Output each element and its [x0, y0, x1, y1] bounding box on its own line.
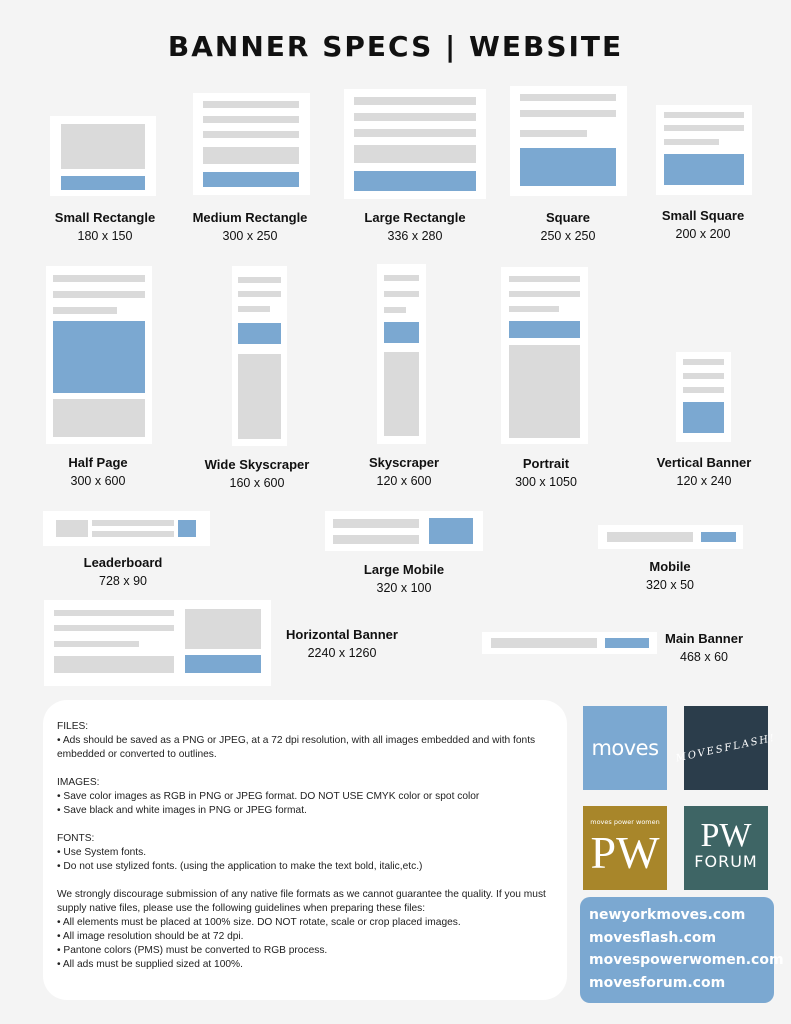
square-label: Square 250 x 250: [540, 210, 596, 243]
small-rectangle-mockup: [50, 116, 156, 196]
skyscraper-label: Skyscraper 120 x 600: [368, 455, 440, 488]
leaderboard-label: Leaderboard 728 x 90: [83, 555, 163, 588]
movesflash-logo: MOVESFLASH!: [684, 706, 768, 790]
native-rule-1: • All elements must be placed at 100% size. DO NOT rotate, scale or crop placed images.: [57, 917, 461, 928]
large-mobile-label: Large Mobile 320 x 100: [363, 562, 445, 595]
vertical-banner-label: Vertical Banner 120 x 240: [656, 455, 752, 488]
wide-skyscraper-mockup: [232, 266, 287, 446]
fonts-rule-1: • Use System fonts.: [57, 847, 147, 858]
skyscraper-mockup: [377, 264, 426, 444]
wide-skyscraper-label: Wide Skyscraper 160 x 600: [204, 457, 310, 490]
url-link[interactable]: newyorkmoves.com: [589, 907, 746, 923]
large-rectangle-mockup: [344, 89, 486, 199]
url-link[interactable]: movesflash.com: [589, 929, 717, 946]
square-mockup: [510, 86, 627, 196]
half-page-mockup: [46, 266, 152, 444]
fonts-heading: FONTS:: [57, 833, 95, 844]
medium-rectangle-mockup: [193, 93, 310, 195]
portrait-label: Portrait 300 x 1050: [515, 456, 577, 489]
images-rule-2: • Save black and white images in PNG or JPEG format.: [57, 805, 307, 816]
images-rule-1: • Save color images as RGB in PNG or JPEG format. DO NOT USE CMYK color or spot color: [57, 791, 480, 802]
half-page-label: Half Page 300 x 600: [68, 455, 128, 488]
small-square-mockup: [656, 105, 752, 195]
medium-rectangle-label: Medium Rectangle 300 x 250: [192, 210, 308, 243]
mobile-label: Mobile 320 x 50: [646, 559, 694, 592]
moves-forum-logo: PW FORUM: [684, 806, 768, 890]
leaderboard-mockup: [43, 511, 210, 546]
url-link[interactable]: movespowerwomen.com: [589, 952, 784, 968]
url-link[interactable]: movesforum.com: [589, 974, 726, 991]
portrait-mockup: [501, 267, 588, 444]
small-square-label: Small Square 200 x 200: [661, 208, 745, 241]
main-banner-label: Main Banner 468 x 60: [664, 631, 743, 664]
small-rectangle-label: Small Rectangle 180 x 150: [54, 210, 156, 243]
horizontal-banner-label: Horizontal Banner 2240 x 1260: [286, 627, 398, 660]
native-rule-2: • All image resolution should be at 72 dpi.: [57, 931, 244, 942]
website-links-panel: [580, 897, 784, 1003]
native-rule-3: • Pantone colors (PMS) must be converted to RGB process.: [57, 945, 328, 956]
file-guidelines-panel: [43, 700, 567, 1000]
vertical-banner-mockup: [676, 352, 731, 442]
native-rule-4: • All ads must be supplied sized at 100%.: [57, 959, 243, 970]
images-heading: IMAGES:: [57, 777, 100, 788]
large-mobile-mockup: [325, 511, 483, 551]
fonts-rule-2: • Do not use stylized fonts. (using the application to make the text bold, italic,etc.): [57, 861, 423, 872]
large-rectangle-label: Large Rectangle 336 x 280: [364, 210, 466, 243]
moves-power-women-logo: moves power women PW: [583, 806, 667, 890]
horizontal-banner-mockup: [44, 600, 271, 686]
mobile-mockup: [598, 525, 743, 549]
native-intro: We strongly discourage submission of any native file formats as we cannot guarantee the quality. If you must supply native files, please use the following guidelines when preparing these files:: [57, 889, 546, 914]
moves-logo: moves: [583, 706, 667, 790]
files-heading: FILES:: [57, 721, 89, 732]
files-rule: • Ads should be saved as a PNG or JPEG, at a 72 dpi resolution, with all images embedded and with fonts embedded or converted to outlines.: [57, 735, 536, 760]
page-title: BANNER SPECS | WEBSITE: [167, 30, 624, 63]
